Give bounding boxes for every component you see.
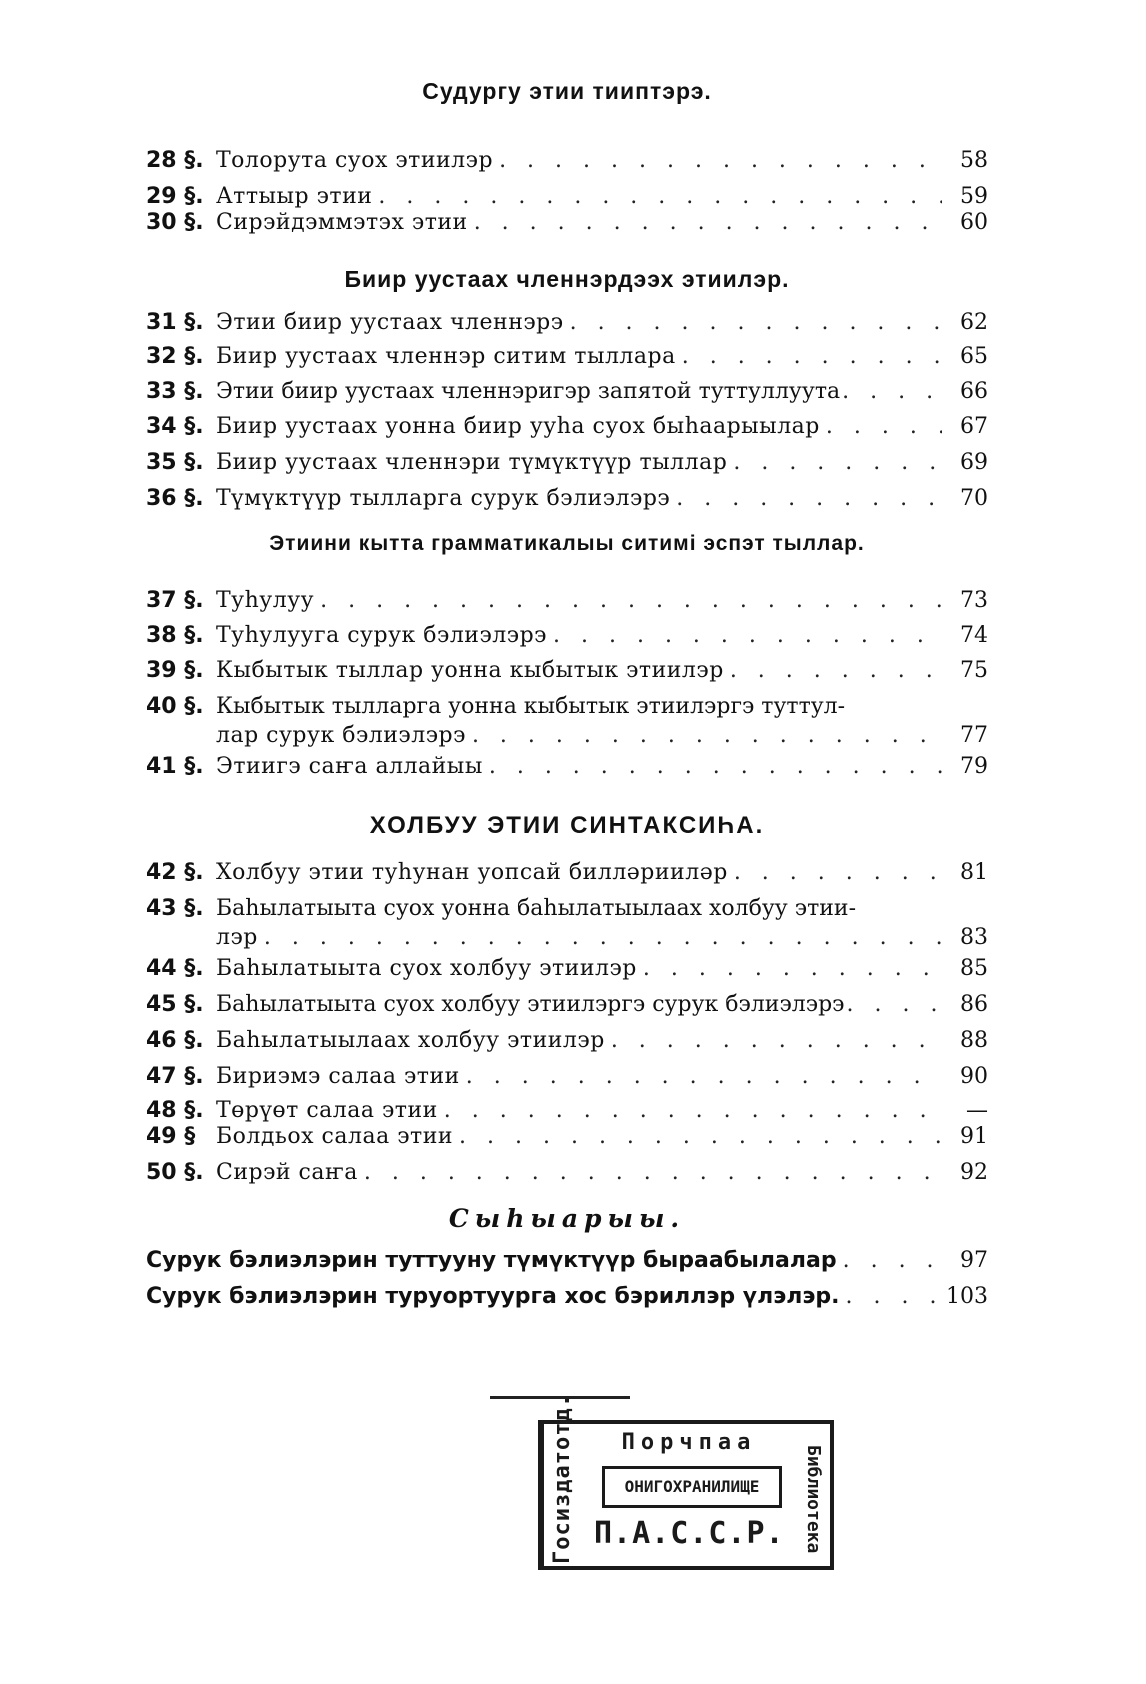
toc-entry-appendix-rules [146,1246,988,1275]
entry-page: 70 [960,486,988,511]
entry-title: Сурук бэлиэлэрин туруортуурга хос бэриллэр үлэлэр. [146,1284,840,1309]
entry-number: 41 §. [146,754,204,779]
entry-page: 65 [960,344,988,369]
section-heading-simple-types: Судургу этии тииптэрэ. [422,78,712,104]
entry-number: 47 §. [146,1064,204,1089]
entry-page: 58 [960,148,988,173]
entry-page: 86 [960,992,988,1017]
entry-number: 38 §. [146,623,204,648]
toc-entry-41 [146,752,988,781]
toc-entry-40 [146,692,988,750]
entry-number: 31 §. [146,310,204,335]
toc-entry-32 [146,342,988,371]
entry-number: 48 §. [146,1098,204,1123]
entry-page: 92 [960,1160,988,1185]
stamp-top-text: Порчпаа [621,1430,757,1455]
entry-page: 79 [960,754,988,779]
entry-title: Сирэй саҥа [216,1160,358,1185]
entry-number: 50 §. [146,1160,204,1185]
entry-page: 103 [946,1284,988,1309]
entry-number: 29 §. [146,184,204,209]
entry-title: Туһулуу [216,588,315,613]
entry-number: 35 §. [146,450,204,475]
toc-entry-31 [146,308,988,337]
entry-title: Болдьох салаа этии [216,1124,454,1149]
entry-page: 75 [960,658,988,683]
entry-page: 73 [960,588,988,613]
entry-number: 43 §. [146,896,204,921]
entry-number: 44 §. [146,956,204,981]
entry-number: 46 §. [146,1028,204,1053]
toc-entry-42 [146,858,988,887]
stamp-right-text: Библиотека [803,1444,824,1554]
section-heading-grammatical: Этиини кытта грамматикалыы ситимі эспэт тыллар. [269,532,865,555]
entry-number: 32 §. [146,344,204,369]
entry-number: 49 § [146,1124,196,1149]
entry-page: 97 [960,1248,988,1273]
entry-page: 69 [960,450,988,475]
entry-title: Этии биир уустаах членнэрэ [216,310,564,335]
toc-entry-28 [146,146,988,175]
entry-page: — [966,1098,988,1123]
entry-number: 45 §. [146,992,204,1017]
toc-entry-43 [146,894,988,952]
entry-title-continued: лар сурук бэлиэлэрэ [216,723,466,748]
entry-page: 74 [960,623,988,648]
entry-page: 59 [960,184,988,209]
stamp-bottom-text: П.А.С.С.Р. [594,1516,785,1551]
entry-number: 36 §. [146,486,204,511]
entry-title: Баһылатыыта суох холбуу этиилэргэ сурук бэлиэлэрэ [216,992,845,1017]
toc-entry-48 [146,1096,988,1125]
entry-number: 37 §. [146,588,204,613]
entry-number: 28 §. [146,148,204,173]
toc-entry-38 [146,621,988,650]
section-heading-appendix: Сыһыарыы. [448,1204,686,1233]
entry-title: Баһылатыыта суох уонна баһылатыылаах холбуу этии- [216,896,856,921]
entry-page: 66 [960,379,988,404]
entry-title: Кыбытык тылларга уонна кыбытык этиилэргэ туттул- [216,694,846,719]
stamp-left-text: Госиздатотд. [550,1393,575,1564]
entry-title: Баһылатыыта суох холбуу этиилэр [216,956,637,981]
entry-title: Бириэмэ салаа этии [216,1064,460,1089]
toc-entry-39 [146,656,988,685]
toc-entry-46 [146,1026,988,1055]
entry-page: 81 [960,860,988,885]
toc-entry-37 [146,586,988,615]
toc-entry-30 [146,208,988,237]
entry-number: 34 §. [146,414,204,439]
entry-page: 67 [960,414,988,439]
toc-entry-47 [146,1062,988,1091]
entry-title: Толорута суох этиилэр [216,148,494,173]
entry-title: Биир уустаах членнэри түмүктүүр тыллар [216,450,728,475]
entry-number: 42 §. [146,860,204,885]
entry-number: 40 §. [146,694,204,719]
entry-page: 91 [960,1124,988,1149]
entry-title: Сирэйдэммэтэх этии [216,210,468,235]
entry-title: Түмүктүүр тылларга сурук бэлиэлэрэ [216,486,671,511]
toc-entry-49 [146,1122,988,1151]
toc-entry-44 [146,954,988,983]
entry-title: Аттыыр этии [216,184,373,209]
entry-title: Этиигэ саҥа аллайыы [216,754,483,779]
entry-page: 85 [960,956,988,981]
toc-entry-29 [146,182,988,211]
entry-page: 90 [960,1064,988,1089]
toc-entry-33 [146,377,988,406]
entry-title: Биир уустаах членнэр ситим тыллара [216,344,676,369]
toc-entry-36 [146,484,988,513]
library-stamp [538,1393,834,1570]
entry-title: Биир уустаах уонна биир ууһа суох быһаарыылар [216,414,820,439]
toc-entry-34 [146,412,988,441]
entry-number: 39 §. [146,658,204,683]
entry-title: Төрүөт салаа этии [216,1098,438,1123]
section-heading-homogeneous: Биир уустаах членнэрдээх этиилэр. [344,266,790,292]
entry-title: Баһылатыылаах холбуу этиилэр [216,1028,605,1053]
entry-title: Этии биир уустаах членнэригэр запятой туттуллуута [216,379,841,404]
entry-page: 62 [960,310,988,335]
entry-page: 77 [960,723,988,748]
entry-page: 88 [960,1028,988,1053]
toc-entry-45 [146,990,988,1019]
entry-title: Кыбытык тыллар уонна кыбытык этиилэр [216,658,724,683]
entry-title: Туһулууга сурук бэлиэлэрэ [216,623,547,648]
entry-title-continued: лэр [216,925,258,950]
entry-page: 83 [960,925,988,950]
entry-number: 30 §. [146,210,204,235]
entry-title: Сурук бэлиэлэрин туттууну түмүктүүр быраабылалар [146,1248,837,1273]
stamp-box-text: ОНИГОХРАНИЛИЩЕ [602,1466,782,1508]
toc-entry-appendix-exercises [146,1282,988,1311]
entry-title: Холбуу этии туһунан уопсай билләрииләр [216,860,728,885]
toc-entry-35 [146,448,988,477]
toc-entry-50 [146,1158,988,1187]
entry-page: 60 [960,210,988,235]
entry-number: 33 §. [146,379,204,404]
section-heading-compound: ХОЛБУУ ЭТИИ СИНТАКСИҺА. [369,812,765,839]
